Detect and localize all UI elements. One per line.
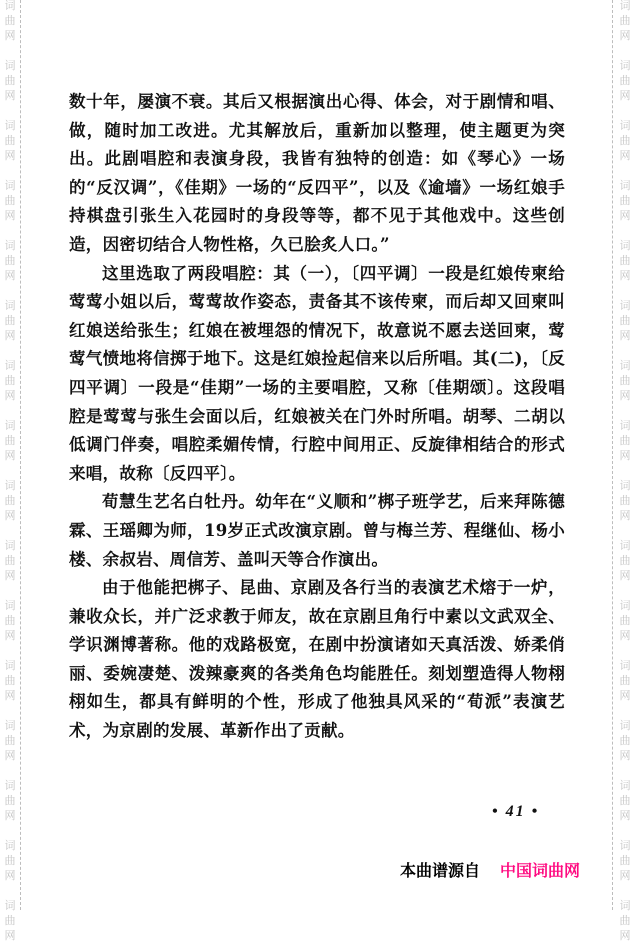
watermark-char: 网	[619, 629, 631, 642]
watermark-char: 曲	[619, 74, 631, 87]
watermark-char: 曲	[619, 914, 631, 927]
watermark-char: 词	[619, 599, 631, 612]
watermark-char: 网	[4, 29, 16, 42]
watermark-char: 曲	[619, 554, 631, 567]
watermark-char: 网	[4, 809, 16, 822]
watermark-char: 网	[619, 569, 631, 582]
watermark-char: 网	[619, 209, 631, 222]
watermark-char: 词	[619, 239, 631, 252]
watermark-char: 词	[619, 659, 631, 672]
watermark-group	[2, 898, 18, 943]
watermark-char: 曲	[4, 194, 16, 207]
watermark-char: 网	[4, 869, 16, 882]
watermark-char: 词	[619, 479, 631, 492]
watermark-char: 词	[619, 539, 631, 552]
watermark-char: 网	[4, 209, 16, 222]
watermark-group	[617, 898, 633, 943]
watermark-char: 网	[619, 29, 631, 42]
watermark-char: 词	[619, 779, 631, 792]
watermark-group	[617, 778, 633, 823]
watermark-char: 曲	[4, 614, 16, 627]
watermark-group	[617, 118, 633, 163]
watermark-char: 曲	[619, 14, 631, 27]
paragraph-quote-continuation: 数十年，屡演不衰。其后又根据演出心得、体会，对于剧情和唱、做，随时加工改进。尤其解放后，重新加以整理，使主题更为突出。此剧唱腔和表演身段，我皆有独特的创造：如《琴心》一场的“反汉调”，《佳期》一场的“反四平”，以及《逾墙》一场红娘手持棋盘引张生入花园时的身段等等，都不见于其他戏中。这些创造，因密切结合人物性格，久已脍炙人口。”	[69, 92, 565, 254]
watermark-group	[617, 0, 633, 43]
watermark-char: 词	[4, 179, 16, 192]
watermark-group	[617, 598, 633, 643]
watermark-char: 曲	[619, 374, 631, 387]
left-dashed-divider	[20, 0, 21, 910]
watermark-char: 网	[4, 569, 16, 582]
watermark-group	[617, 718, 633, 763]
watermark-char: 网	[619, 689, 631, 702]
watermark-group	[617, 178, 633, 223]
watermark-char: 词	[619, 359, 631, 372]
watermark-char: 曲	[619, 674, 631, 687]
watermark-char: 曲	[619, 254, 631, 267]
watermark-char: 网	[4, 449, 16, 462]
watermark-char: 词	[619, 419, 631, 432]
watermark-char: 网	[619, 269, 631, 282]
watermark-char: 词	[4, 599, 16, 612]
watermark-char: 词	[4, 839, 16, 852]
left-watermark-column	[0, 0, 20, 942]
watermark-char: 曲	[619, 314, 631, 327]
watermark-group	[2, 418, 18, 463]
source-label: 本曲谱源自	[400, 861, 481, 880]
watermark-char: 词	[619, 0, 631, 12]
watermark-group	[617, 418, 633, 463]
watermark-group	[2, 598, 18, 643]
watermark-char: 曲	[4, 434, 16, 447]
watermark-char: 网	[4, 89, 16, 102]
watermark-char: 词	[619, 59, 631, 72]
watermark-char: 网	[619, 749, 631, 762]
watermark-char: 曲	[4, 14, 16, 27]
watermark-char: 曲	[619, 794, 631, 807]
site-name-link[interactable]: 中国词曲网	[500, 861, 581, 880]
paragraph-biography: 荀慧生艺名白牡丹。幼年在“义顺和”梆子班学艺，后来拜陈德霖、王瑶卿为师，19岁正式改演京剧。曾与梅兰芳、程继仙、杨小楼、余叔岩、周信芳、盖叫天等合作演出。	[69, 492, 565, 569]
watermark-char: 曲	[4, 914, 16, 927]
watermark-char: 曲	[619, 434, 631, 447]
watermark-char: 网	[619, 869, 631, 882]
watermark-char: 词	[619, 299, 631, 312]
page-number: • 41 •	[492, 803, 540, 820]
right-watermark-column	[615, 0, 635, 942]
paragraph-selected-arias: 这里选取了两段唱腔：其（一），〔四平调〕一段是红娘传柬给莺莺小姐以后，莺莺故作姿态，责备其不该传柬，而后却又回柬叫红娘送给张生；红娘在被埋怨的情况下，故意说不愿去送回柬，莺莺气愤地将信掷于地下。这是红娘捡起信来以后所唱。其(二)，〔反四平调〕一段是“佳期”一场的主要唱腔，又称〔佳期颂〕。这段唱腔是莺莺与张生会面以后，红娘被关在门外时所唱。胡琴、二胡以低调门伴奏，唱腔柔媚传情，行腔中间用正、反旋律相结合的形式来唱，故称〔反四平〕。	[69, 263, 565, 483]
source-footer	[400, 858, 580, 881]
watermark-char: 曲	[4, 314, 16, 327]
watermark-char: 网	[4, 149, 16, 162]
watermark-char: 网	[619, 809, 631, 822]
watermark-group	[617, 538, 633, 583]
watermark-char: 词	[4, 0, 16, 12]
watermark-char: 网	[619, 449, 631, 462]
watermark-char: 曲	[619, 134, 631, 147]
watermark-char: 曲	[4, 74, 16, 87]
watermark-char: 词	[4, 299, 16, 312]
watermark-char: 词	[4, 779, 16, 792]
watermark-char: 曲	[4, 254, 16, 267]
paragraph-artistry: 由于他能把梆子、昆曲、京剧及各行当的表演艺术熔于一炉，兼收众长，并广泛求教于师友，故在京剧旦角行中素以文武双全、学识渊博著称。他的戏路极宽，在剧中扮演诸如天真活泼、娇柔俏丽、委婉凄楚、泼辣豪爽的各类角色均能胜任。刻划塑造得人物栩栩如生，都具有鲜明的个性，形成了他独具风采的“荀派”表演艺术，为京剧的发展、革新作出了贡献。	[69, 578, 565, 741]
watermark-char: 网	[4, 749, 16, 762]
watermark-char: 网	[619, 509, 631, 522]
watermark-group	[2, 298, 18, 343]
watermark-char: 网	[619, 929, 631, 942]
watermark-char: 曲	[619, 494, 631, 507]
watermark-char: 网	[4, 269, 16, 282]
watermark-group	[2, 718, 18, 763]
watermark-char: 曲	[4, 134, 16, 147]
watermark-char: 曲	[619, 194, 631, 207]
watermark-char: 曲	[619, 614, 631, 627]
watermark-char: 曲	[4, 494, 16, 507]
watermark-group	[617, 58, 633, 103]
watermark-char: 曲	[4, 854, 16, 867]
watermark-char: 网	[619, 389, 631, 402]
watermark-char: 曲	[4, 374, 16, 387]
watermark-group	[2, 178, 18, 223]
watermark-char: 网	[4, 929, 16, 942]
page-body	[69, 88, 565, 746]
watermark-char: 词	[4, 539, 16, 552]
watermark-group	[617, 358, 633, 403]
watermark-group	[2, 538, 18, 583]
watermark-char: 词	[4, 59, 16, 72]
watermark-char: 网	[619, 149, 631, 162]
watermark-char: 词	[4, 719, 16, 732]
watermark-char: 词	[619, 179, 631, 192]
watermark-group	[2, 238, 18, 283]
watermark-group	[2, 0, 18, 43]
watermark-char: 网	[4, 509, 16, 522]
watermark-char: 词	[619, 839, 631, 852]
watermark-char: 网	[4, 629, 16, 642]
watermark-char: 词	[4, 899, 16, 912]
watermark-group	[617, 298, 633, 343]
watermark-char: 词	[619, 719, 631, 732]
watermark-char: 网	[4, 389, 16, 402]
watermark-char: 词	[4, 659, 16, 672]
watermark-char: 曲	[4, 734, 16, 747]
right-dashed-divider	[612, 0, 613, 910]
watermark-group	[2, 658, 18, 703]
watermark-char: 词	[4, 119, 16, 132]
watermark-group	[617, 658, 633, 703]
watermark-char: 网	[619, 89, 631, 102]
watermark-group	[617, 238, 633, 283]
watermark-char: 词	[4, 479, 16, 492]
watermark-char: 词	[619, 899, 631, 912]
watermark-char: 网	[619, 329, 631, 342]
watermark-group	[617, 478, 633, 523]
watermark-char: 词	[4, 359, 16, 372]
watermark-char: 曲	[4, 554, 16, 567]
watermark-group	[2, 358, 18, 403]
watermark-group	[2, 778, 18, 823]
watermark-char: 曲	[4, 794, 16, 807]
watermark-group	[617, 838, 633, 883]
watermark-char: 网	[4, 689, 16, 702]
watermark-char: 曲	[619, 854, 631, 867]
watermark-group	[2, 838, 18, 883]
watermark-char: 词	[619, 119, 631, 132]
watermark-group	[2, 478, 18, 523]
watermark-char: 词	[4, 239, 16, 252]
watermark-char: 网	[4, 329, 16, 342]
watermark-group	[2, 58, 18, 103]
watermark-char: 曲	[619, 734, 631, 747]
watermark-char: 曲	[4, 674, 16, 687]
watermark-group	[2, 118, 18, 163]
watermark-char: 词	[4, 419, 16, 432]
